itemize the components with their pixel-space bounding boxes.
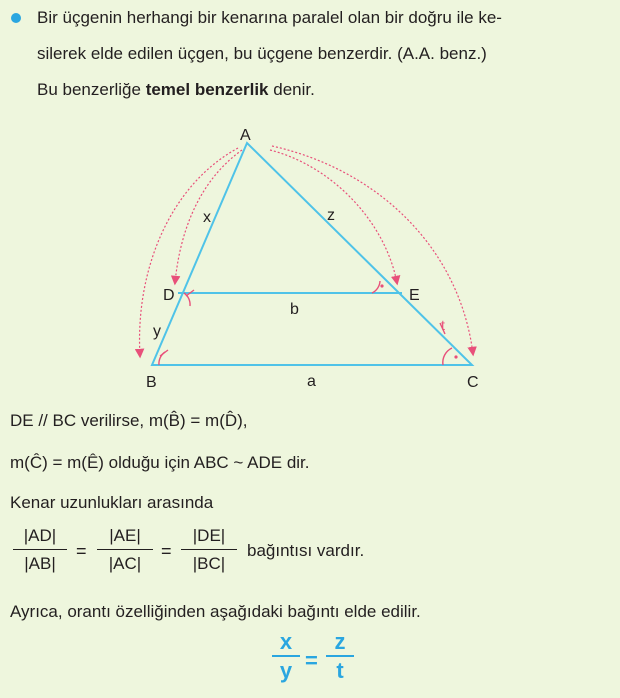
final-den-t: t bbox=[336, 658, 344, 683]
label-y: y bbox=[153, 323, 161, 340]
ratio-ae: |AE| bbox=[109, 526, 141, 545]
ratio-suffix: bağıntısı vardır. bbox=[247, 541, 365, 560]
triangle-abc bbox=[152, 143, 472, 365]
intro-line-2: silerek elde edilen üçgen, bu üçgene benzerdir. (A.A. benz.) bbox=[37, 44, 487, 63]
bullet-icon bbox=[11, 13, 21, 23]
label-t: t bbox=[441, 317, 445, 333]
angle-mark-e bbox=[372, 281, 380, 293]
label-point-b: B bbox=[146, 374, 157, 391]
intro-line-3 bbox=[37, 80, 315, 100]
intro-line-3-post: denir. bbox=[268, 80, 315, 99]
intro-line-1: Bir üçgenin herhangi bir kenarına paralel olan bir doğru ile ke- bbox=[37, 8, 502, 27]
triangle-figure bbox=[0, 118, 620, 393]
angle-mark-c bbox=[443, 348, 452, 365]
ratio-bc: |BC| bbox=[192, 554, 226, 574]
label-point-a: A bbox=[240, 127, 251, 144]
conclusion-text: Ayrıca, orantı özelliğinden aşağıdaki bağıntı elde edilir. bbox=[10, 602, 421, 621]
final-eq: = bbox=[305, 648, 318, 673]
intro-bold-term: temel benzerlik bbox=[145, 80, 269, 99]
intro-line-3-pre: Bu benzerliğe bbox=[37, 80, 146, 99]
final-x-over-y bbox=[272, 629, 300, 683]
ratio-ad-ab bbox=[13, 526, 67, 574]
statement-line-1: DE // BC verilirse, m(B̂) = m(D̂), bbox=[10, 411, 248, 430]
label-z: z bbox=[327, 207, 335, 224]
ratio-de-bc bbox=[181, 526, 237, 574]
label-x: x bbox=[203, 209, 211, 226]
final-den-y: y bbox=[279, 658, 293, 683]
label-b: b bbox=[290, 301, 299, 318]
ratio-eq-1: = bbox=[76, 541, 87, 561]
ratio-ac: |AC| bbox=[108, 554, 142, 574]
final-num-x: x bbox=[279, 629, 293, 654]
ratio-ae-ac bbox=[97, 526, 153, 574]
statement-line-2: m(Ĉ) = m(Ê) olduğu için ABC ~ ADE dir. bbox=[10, 453, 310, 472]
statement-line-3: Kenar uzunlukları arasında bbox=[10, 493, 214, 512]
final-num-z: z bbox=[334, 629, 346, 654]
label-point-e: E bbox=[409, 287, 420, 304]
ratio-de: |DE| bbox=[192, 526, 226, 545]
ratio-eq-2: = bbox=[161, 541, 172, 561]
final-z-over-t bbox=[326, 629, 354, 683]
ratio-ab: |AB| bbox=[24, 554, 56, 574]
label-point-c: C bbox=[467, 374, 479, 391]
label-a: a bbox=[307, 373, 316, 390]
label-point-d: D bbox=[163, 287, 175, 304]
ratio-ad: |AD| bbox=[23, 526, 57, 545]
